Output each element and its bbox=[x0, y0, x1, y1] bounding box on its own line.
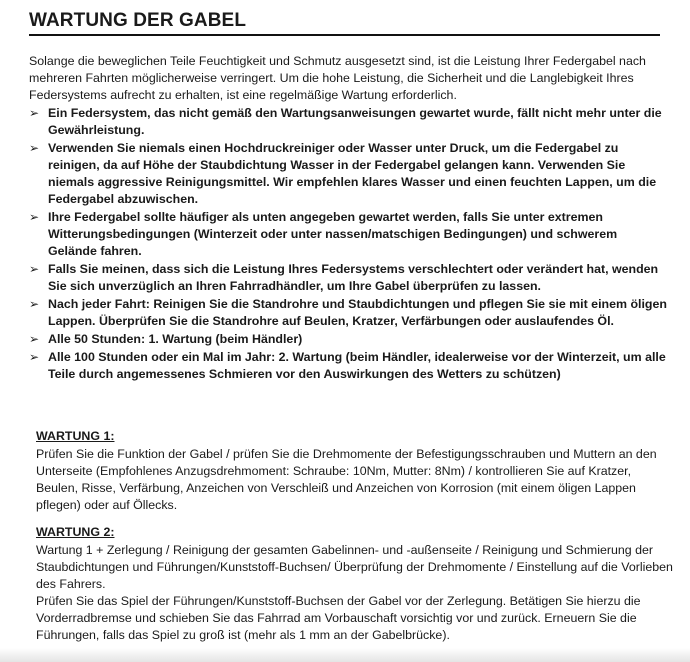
wartung-1-text: Prüfen Sie die Funktion der Gabel / prüfen Sie die Drehmomente der Befestigungsschrauben und Muttern an den Unterseite (Empfohlenes Anzugsdrehmoment: Schraube: 10Nm, Mutter: 8Nm) / kontrollieren Sie auf Kratzer, Beulen, Risse, Verfärbung, Anzeichen von Verschleiß und Anzeichen von Korrosion (mit einem öligen Lappen pflegen) oder auf Öllecks. bbox=[36, 447, 657, 512]
arrow-bullet-icon: ➢ bbox=[29, 350, 40, 364]
bullet-text: Alle 100 Stunden oder ein Mal im Jahr: 2. Wartung (beim Händler, idealerweise vor der Winterzeit, um alle Teile durch angemessenes Schmieren vor den Auswirkungen des Wetters zu schützen) bbox=[48, 350, 666, 381]
page-title: WARTUNG DER GABEL bbox=[29, 10, 247, 31]
bullet-text: Falls Sie meinen, dass sich die Leistung Ihres Federsystems verschlechtert oder verändert hat, wenden Sie sich unverzüglich an Ihren Fahrradhändler, um Ihre Gabel überprüfen zu lassen. bbox=[48, 262, 659, 293]
bullet-text: Alle 50 Stunden: 1. Wartung (beim Händler) bbox=[48, 332, 303, 346]
bullet-text: Nach jeder Fahrt: Reinigen Sie die Standrohre und Staubdichtungen und pflegen Sie sie mit einem öligen Lappen. Überprüfen Sie die Standrohre auf Beulen, Kratzer, Verfärbungen oder auslaufendes Öl. bbox=[48, 297, 667, 328]
wartung-1-heading: WARTUNG 1: bbox=[36, 429, 115, 443]
arrow-bullet-icon: ➢ bbox=[29, 332, 40, 346]
list-item bbox=[29, 296, 669, 330]
wartung-2-text-1: Wartung 1 + Zerlegung / Reinigung der gesamten Gabelinnen- und -außenseite / Reinigung und Schmierung der Staubdichtungen und Führungen/Kunststoff-Buchsen/ Überprüfung der Drehmomente / Einstellung auf die Vorlieben des Fahrers. bbox=[36, 543, 673, 591]
intro-paragraph: Solange die beweglichen Teile Feuchtigkeit und Schmutz ausgesetzt sind, ist die Leistung Ihrer Federgabel nach mehreren Fahrten möglicherweise verringert. Um die hohe Leistung, die Sicherheit und die Langlebigkeit Ihres Federsystems aufrecht zu erhalten, ist eine regelmäßige Wartung erforderlich. bbox=[29, 54, 646, 102]
wartung-2-text-2: Prüfen Sie das Spiel der Führungen/Kunststoff-Buchsen der Gabel vor der Zerlegung. Betätigen Sie hierzu die Vorderradbremse und schieben Sie das Fahrrad am Vorbauschaft vorsichtig vor und zurück. Erneuern Sie die Führungen, falls das Spiel zu groß ist (mehr als 1 mm an der Gabelbrücke). bbox=[36, 594, 641, 642]
maintenance-bullet-list bbox=[29, 105, 669, 384]
list-item bbox=[29, 209, 669, 260]
list-item bbox=[29, 105, 669, 139]
title-underline bbox=[29, 34, 660, 36]
wartung-2-section bbox=[36, 524, 676, 644]
bottom-edge-shadow bbox=[0, 648, 690, 662]
bullet-text: Verwenden Sie niemals einen Hochdruckreiniger oder Wasser unter Druck, um die Federgabel zu reinigen, da auf Höhe der Staubdichtung Wasser in der Federgabel gelangen kann. Verwenden Sie niemals aggressive Reinigungsmittel. Wir empfehlen klares Wasser und einen feuchten Lappen, um die Federgabel abzuwischen. bbox=[48, 141, 657, 206]
wartung-2-heading: WARTUNG 2: bbox=[36, 525, 115, 539]
bullet-text: Ihre Federgabel sollte häufiger als unten angegeben gewartet werden, falls Sie unter extremen Witterungsbedingungen (Winterzeit oder unter nassen/matschigen Bedingungen) und schwerem Gelände fahren. bbox=[48, 210, 618, 258]
list-item bbox=[29, 349, 669, 383]
bullet-text: Ein Federsystem, das nicht gemäß den Wartungsanweisungen gewartet wurde, fällt nicht mehr unter die Gewährleistung. bbox=[48, 106, 662, 137]
arrow-bullet-icon: ➢ bbox=[29, 106, 40, 120]
arrow-bullet-icon: ➢ bbox=[29, 297, 40, 311]
arrow-bullet-icon: ➢ bbox=[29, 210, 40, 224]
arrow-bullet-icon: ➢ bbox=[29, 262, 40, 276]
list-item bbox=[29, 140, 669, 208]
arrow-bullet-icon: ➢ bbox=[29, 141, 40, 155]
list-item bbox=[29, 261, 669, 295]
wartung-1-section bbox=[36, 428, 676, 514]
list-item bbox=[29, 331, 669, 348]
